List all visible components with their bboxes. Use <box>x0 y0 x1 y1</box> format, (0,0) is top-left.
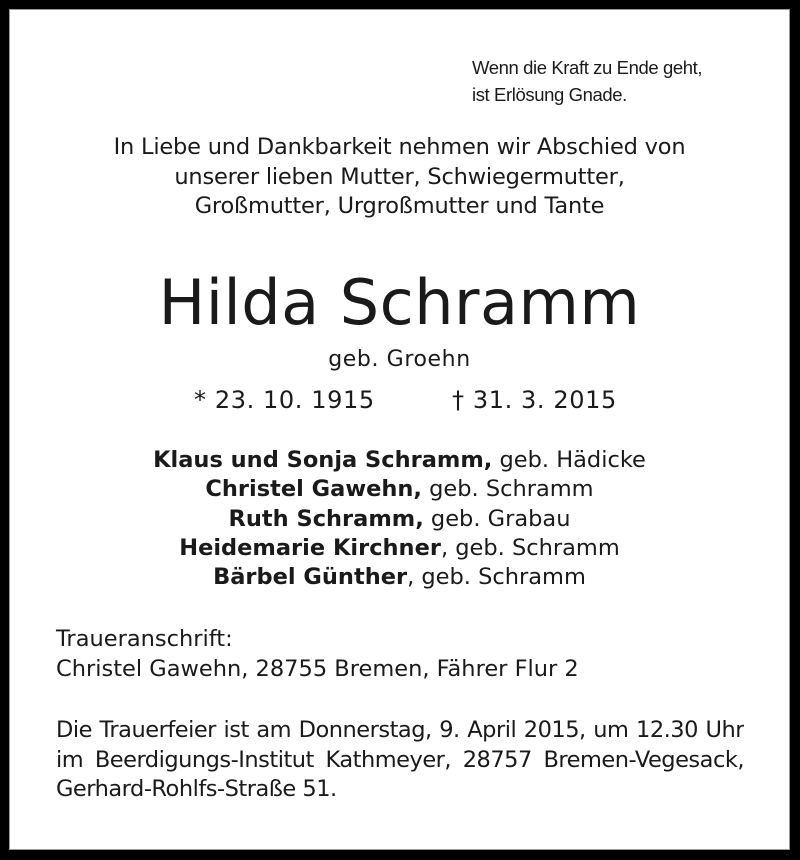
mourner-row <box>9 534 790 563</box>
epigraph-quote <box>472 54 702 108</box>
quote-line: ist Erlösung Gnade. <box>472 84 627 105</box>
funeral-ceremony-info <box>56 716 744 805</box>
mourner-name: Ruth Schramm, <box>228 505 424 532</box>
mourner-maiden: , geb. Schramm <box>440 534 620 561</box>
intro-line: In Liebe und Dankbarkeit nehmen wir Abschied von <box>113 134 686 160</box>
ceremony-line: im Beerdigungs-Institut Kathmeyer, 28757 Bremen-Vegesack, <box>56 746 744 773</box>
mourner-row <box>9 446 790 475</box>
intro-text <box>9 133 790 222</box>
death-date: † 31. 3. 2015 <box>452 386 617 414</box>
birth-date: * 23. 10. 1915 <box>194 386 375 414</box>
mourner-name: Bärbel Günther <box>213 564 408 591</box>
obituary-notice <box>9 9 790 850</box>
mourning-address <box>56 625 579 684</box>
mourner-maiden: geb. Grabau <box>423 505 571 532</box>
mourner-maiden: geb. Schramm <box>421 476 594 503</box>
maiden-name: geb. Groehn <box>328 347 471 372</box>
mourner-row <box>9 475 790 504</box>
mourner-row <box>9 563 790 592</box>
mourner-name: Heidemarie Kirchner <box>179 534 441 561</box>
mourner-row <box>9 505 790 534</box>
ceremony-line: Gerhard-Rohlfs-Straße 51. <box>56 776 337 802</box>
ceremony-line: Die Trauerfeier ist am Donnerstag, 9. April 2015, um 12.30 Uhr <box>56 717 744 743</box>
quote-line: Wenn die Kraft zu Ende geht, <box>472 57 703 78</box>
address-value: Christel Gawehn, 28755 Bremen, Fährer Flur 2 <box>56 655 579 682</box>
mourner-maiden: , geb. Schramm <box>407 564 586 591</box>
intro-line: unserer lieben Mutter, Schwiegermutter, <box>174 163 625 190</box>
address-label: Traueranschrift: <box>56 626 233 652</box>
mourners-list <box>9 446 790 592</box>
mourner-name: Christel Gawehn, <box>205 476 422 503</box>
deceased-name: Hilda Schramm <box>158 266 641 339</box>
mourner-maiden: geb. Hädicke <box>492 447 646 473</box>
mourner-name: Klaus und Sonja Schramm, <box>153 447 493 473</box>
intro-line: Großmutter, Urgroßmutter und Tante <box>194 193 605 219</box>
